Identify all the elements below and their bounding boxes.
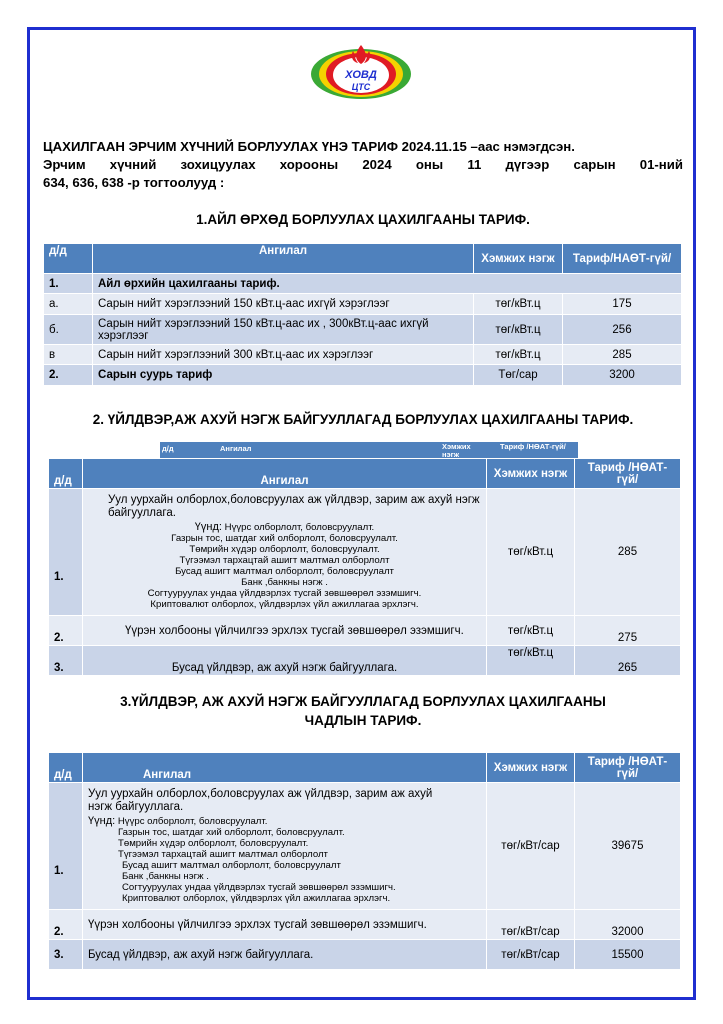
table-row: 3. Бусад үйлдвэр, аж ахуй нэгж байгууллага. төг/кВт/сар 15500: [49, 940, 681, 970]
header-tariff: Тариф/НАӨТ-гүй/: [563, 244, 682, 274]
table-row: 3. Бусад үйлдвэр, аж ахуй нэгж байгууллага. төг/кВт.ц 265: [49, 646, 681, 676]
heading-line-2: Эрчим хүчний зохицуулах хорооны 2024 оны 11 дүгээр сарын 01-ний: [43, 157, 683, 172]
section2-title: 2. ҮЙЛДВЭР,АЖ АХУЙ НЭГЖ БАЙГУУЛЛАГАД БОРЛУУЛАХ ЦАХИЛГААНЫ ТАРИФ.: [92, 412, 634, 427]
section1-title: 1.АЙЛ ӨРХӨД БОРЛУУЛАХ ЦАХИЛГААНЫ ТАРИФ.: [196, 212, 530, 227]
company-logo: [308, 42, 414, 100]
industry-energy-tariff-table: [48, 458, 681, 676]
table-header-row: [44, 244, 682, 274]
heading-line-1: ЦАХИЛГААН ЭРЧИМ ХҮЧНИЙ БОРЛУУЛАХ ҮНЭ ТАРИФ 2024.11.15 –аас нэмэгдсэн.: [43, 139, 575, 154]
household-tariff-table: [43, 243, 682, 386]
table-row: б. Сарын нийт хэрэглээний 150 кВт.ц-аас их , 300кВт.ц-аас ихгүй хэрэглээг төг/кВт.ц 256: [44, 315, 682, 345]
table-header-row: д/д Ангилал Хэмжих нэгж Тариф /НӨАТ-гүй/: [49, 459, 681, 489]
table-row: 1. Уул уурхайн олборлох,боловсруулах аж үйлдвэр, зарим аж ахуй нэгж байгууллага. Үүнд: Нүүрс олборлолт, боловсруулалт. Газрын тос, шатдаг хий олборлолт, боловсруулалт. Төмрийн хүдэр олборлолт, боловсруулалт. Түгээмэл тархацтай ашигт малтмал олборлолт Бусад ашигт малтмал олборлолт, боловсруулалт Банк ,банкны нэгж . Согтууруулах ундаа үйлдвэрлэх тусгай зөвшөөрөл эзэмшигч. Криптовалют олборлох, үйлдвэрлэх үйл ажиллагаа эрхлэгч. төг/кВт.ц 285: [49, 489, 681, 616]
heading-line-3: 634, 636, 638 -р тогтоолууд :: [43, 175, 225, 190]
table-row: 2. Сарын суурь тариф Төг/сар 3200: [44, 365, 682, 386]
svg-text:ХОВД: ХОВД: [345, 69, 377, 81]
svg-text:ЦТС: ЦТС: [351, 82, 371, 92]
table-row: в Сарын нийт хэрэглээний 300 кВт.ц-аас их хэрэглээг төг/кВт.ц 285: [44, 345, 682, 365]
header-category: Ангилал: [93, 244, 474, 274]
table-row: 2. Үүрэн холбооны үйлчилгээ эрхлэх тусгай зөвшөөрөл эзэмшигч. төг/кВт/сар 32000: [49, 910, 681, 940]
industry-capacity-tariff-table: [48, 752, 681, 970]
table-row: а. Сарын нийт хэрэглээний 150 кВт.ц-аас ихгүй хэрэглээг төг/кВт.ц 175: [44, 294, 682, 315]
section3-title: 3.ҮЙЛДВЭР, АЖ АХУЙ НЭГЖ БАЙГУУЛЛАГАД БОРЛУУЛАХ ЦАХИЛГААНЫ ЧАДЛЫН ТАРИФ.: [120, 694, 606, 728]
section2-mini-header: д/д Ангилал Хэмжих нэгж Тариф /НӨАТ-гүй/: [160, 442, 578, 459]
header-num: д/д: [44, 244, 93, 274]
table-row: 2. Үүрэн холбооны үйлчилгээ эрхлэх тусгай зөвшөөрөл эзэмшигч. төг/кВт.ц 275: [49, 616, 681, 646]
document-heading: [43, 138, 683, 192]
table-row: 1. Айл өрхийн цахилгааны тариф.: [44, 274, 682, 294]
header-unit: Хэмжих нэгж: [474, 244, 563, 274]
table-header-row: д/д Ангилал Хэмжих нэгж Тариф /НӨАТ-гүй/: [49, 753, 681, 783]
table-row: 1. Уул уурхайн олборлох,боловсруулах аж үйлдвэр, зарим аж ахуй нэгж байгууллага. Үүнд: Нүүрс олборлолт, боловсруулалт. Газрын тос, шатдаг хий олборлолт, боловсруулалт. Төмрийн хүдэр олборлолт, боловсруулалт. Түгээмэл тархацтай ашигт малтмал олборлолт Бусад ашигт малтмал олборлолт, боловсруулалт Банк ,банкны нэгж . Согтууруулах ундаа үйлдвэрлэх тусгай зөвшөөрөл эзэмшигч. Криптовалют олборлох, үйлдвэрлэх үйл ажиллагаа эрхлэгч. төг/кВт/сар 39675: [49, 783, 681, 910]
